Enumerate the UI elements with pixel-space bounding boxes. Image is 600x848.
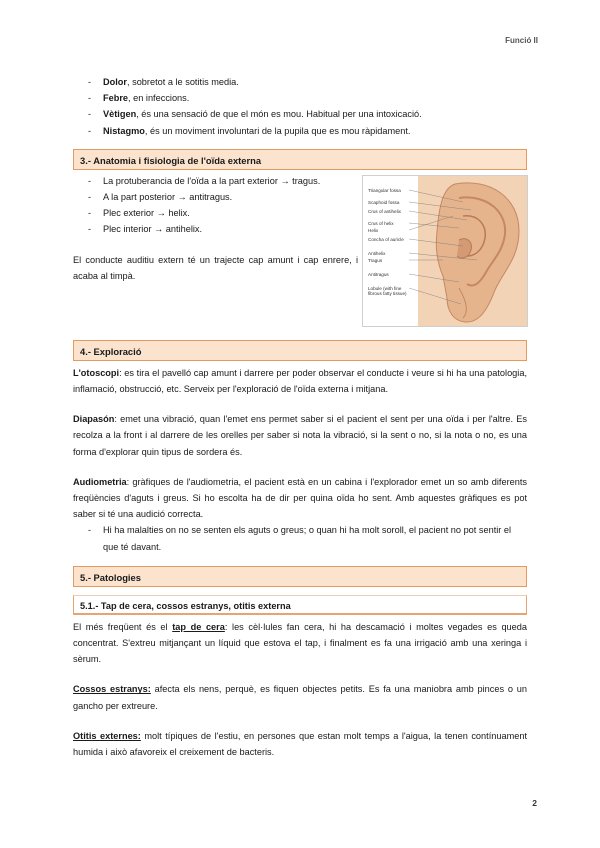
figure-label: Helix xyxy=(368,227,379,233)
figure-label: Crus of helix xyxy=(368,220,394,226)
list-item: - Plec exterior → helix. xyxy=(73,205,358,221)
diapason-paragraph: Diapasón: emet una vibració, quan l'emet ens permet saber si el pacient el sent per una oïda i per l'altre. Es recolza a la front i al darrere de les orelles per saber si nota la vibració, si la sent o no, si la nota o no, es una forma d'explorar quin tipus de sordera és. xyxy=(73,414,527,457)
cossos-estranys-paragraph: Cossos estranys: afecta els nens, perquè, es fiquen objectes petits. Es fa una maniobra amb pinces o un gancho per extreure. xyxy=(73,684,527,711)
list-item: - Hi ha malalties on no se senten els aguts o greus; o quan hi ha molt soroll, el pacient no pot sentir el que té davant. xyxy=(73,522,527,554)
otitis-externes-paragraph: Otitis externes: molt típiques de l'estiu, en persones que estan molt temps a l'aigua, la tenen contínuament humida i això afavoreix el creixement de bacteris. xyxy=(73,730,528,758)
anatomy-block xyxy=(73,173,527,327)
list-item: - Plec interior → antihelix. xyxy=(73,221,358,237)
ear-parts-list xyxy=(73,173,358,238)
figure-label: Antitragus xyxy=(368,271,389,277)
section-heading-exploracio: 4.- Exploració xyxy=(73,340,527,361)
tap-de-cera-paragraph: El més freqüent és el tap de cera: les cèl·lules fan cera, hi ha descamació i moltes vegades es queda concentrat. S'extreu mitjançant un líquid que estova el tap, i finalment es fa una irrigació amb una xeringa i sèrum. xyxy=(73,621,527,665)
list-item: - Vètigen, és una sensació de que el món es mou. Habitual per una intoxicació. xyxy=(73,106,527,122)
ear-canal-paragraph: El conducte auditiu extern té un trajecte cap amunt i cap enrere, i acaba al timpà. xyxy=(73,254,358,281)
otoscopi-paragraph: L'otoscopi: es tira el pavelló cap amunt i darrere per poder observar el conducte i veure si hi ha una patologia, inflamació, obstrucció, etc. Serveix per l'exploració de l'oïda externa i mitjana. xyxy=(73,367,527,395)
list-item: - Febre, en infeccions. xyxy=(73,90,527,106)
subsection-heading: 5.1.- Tap de cera, cossos estranys, otitis externa xyxy=(73,595,527,615)
figure-label: Concha of auricle xyxy=(368,236,404,242)
running-header: Funció II xyxy=(505,36,538,45)
symptom-list xyxy=(73,74,527,139)
page-number: 2 xyxy=(532,798,537,808)
ear-anatomy-figure xyxy=(362,175,528,327)
audiometria-note-list xyxy=(73,522,527,554)
figure-label: Tragus xyxy=(368,257,383,263)
list-item: - Dolor, sobretot a le sotitis media. xyxy=(73,74,527,90)
section-heading-anatomy: 3.- Anatomia i fisiologia de l'oïda externa xyxy=(73,149,527,170)
list-item: - Nistagmo, és un moviment involuntari de la pupila que es mou ràpidament. xyxy=(73,123,527,139)
audiometria-paragraph: Audiometria: gràfiques de l'audiometria, el pacient està en un cabina i l'explorador emet un so amb diferents freqüències d'aguts i greus. Si ho escolta ha de dir per quina oïda ho sent. Amb aquestes gràfiques es pot saber si té una audició correcta. xyxy=(73,476,527,520)
page-content xyxy=(73,74,527,760)
figure-label: Lobule (with fine fibrous fatty tissue) xyxy=(368,285,407,296)
list-item: - A la part posterior → antitragus. xyxy=(73,189,358,205)
list-item: - La protuberancia de l'oïda a la part exterior → tragus. xyxy=(73,173,358,189)
section-heading-patologies: 5.- Patologies xyxy=(73,566,527,587)
anatomy-text xyxy=(73,173,358,327)
figure-label: Scaphoid fossa xyxy=(368,199,400,205)
figure-label: Antihelix xyxy=(368,250,386,256)
figure-label: Crus of antihelix xyxy=(368,208,401,214)
figure-label: Triangular fossa xyxy=(368,187,401,193)
ear-illustration xyxy=(363,176,527,326)
